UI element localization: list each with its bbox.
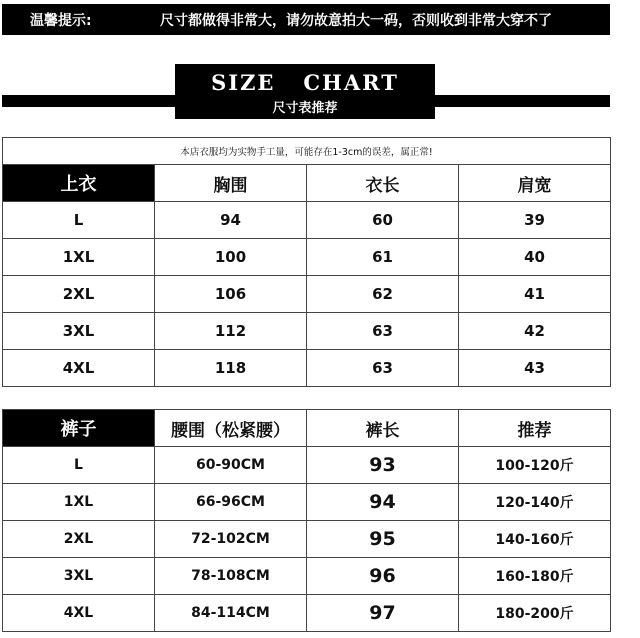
table-cell: 140-160斤 <box>459 521 611 558</box>
header-cell: 裤子 <box>3 410 155 447</box>
table-cell: 96 <box>307 558 459 595</box>
table-cell: L <box>3 447 155 484</box>
table-cell: 95 <box>307 521 459 558</box>
pants-size-table <box>2 409 611 632</box>
table-cell: 63 <box>307 313 459 350</box>
table-cell: 62 <box>307 276 459 313</box>
table-cell: L <box>3 202 155 239</box>
table-header-row <box>3 410 611 447</box>
table-row <box>3 239 611 276</box>
tops-size-table <box>2 137 611 387</box>
header-cell: 上衣 <box>3 165 155 202</box>
table-cell: 120-140斤 <box>459 484 611 521</box>
table-cell: 40 <box>459 239 611 276</box>
header-cell: 裤长 <box>307 410 459 447</box>
table-cell: 93 <box>307 447 459 484</box>
table-cell: 78-108CM <box>155 558 307 595</box>
table-cell: 118 <box>155 350 307 387</box>
notice-label: 温馨提示: <box>30 12 92 29</box>
table-cell: 42 <box>459 313 611 350</box>
table-cell: 63 <box>307 350 459 387</box>
table-header-row <box>3 165 611 202</box>
table-row <box>3 521 611 558</box>
title-main: SIZE CHART <box>211 70 399 95</box>
table-cell: 112 <box>155 313 307 350</box>
table-cell: 160-180斤 <box>459 558 611 595</box>
table-cell: 94 <box>307 484 459 521</box>
table-row <box>3 595 611 632</box>
notice-message: 尺寸都做得非常大，请勿故意拍大一码，否则收到非常大穿不了 <box>160 12 552 29</box>
table-row <box>3 350 611 387</box>
title-sub: 尺寸表推荐 <box>272 101 338 116</box>
table-cell: 61 <box>307 239 459 276</box>
header-cell: 肩宽 <box>459 165 611 202</box>
table-row <box>3 313 611 350</box>
table-cell: 66-96CM <box>155 484 307 521</box>
table-cell: 39 <box>459 202 611 239</box>
table-cell: 3XL <box>3 558 155 595</box>
table-cell: 3XL <box>3 313 155 350</box>
header-cell: 腰围（松紧腰） <box>155 410 307 447</box>
table-row <box>3 447 611 484</box>
header-cell: 衣长 <box>307 165 459 202</box>
table-cell: 97 <box>307 595 459 632</box>
header-cell: 胸围 <box>155 165 307 202</box>
table-cell: 2XL <box>3 521 155 558</box>
table-cell: 106 <box>155 276 307 313</box>
table-cell: 100-120斤 <box>459 447 611 484</box>
table-cell: 4XL <box>3 350 155 387</box>
table-cell: 1XL <box>3 484 155 521</box>
table-cell: 180-200斤 <box>459 595 611 632</box>
table-cell: 1XL <box>3 239 155 276</box>
table-cell: 100 <box>155 239 307 276</box>
table-cell: 84-114CM <box>155 595 307 632</box>
table-cell: 94 <box>155 202 307 239</box>
table-row <box>3 484 611 521</box>
table-row <box>3 276 611 313</box>
table-cell: 4XL <box>3 595 155 632</box>
size-chart-title <box>175 64 435 119</box>
table-row <box>3 202 611 239</box>
table-cell: 72-102CM <box>155 521 307 558</box>
measurement-note: 本店衣服均为实物手工量，可能存在1-3cm的误差，属正常! <box>3 138 611 165</box>
table-cell: 41 <box>459 276 611 313</box>
table-cell: 2XL <box>3 276 155 313</box>
notice-banner <box>2 4 610 35</box>
header-cell: 推荐 <box>459 410 611 447</box>
table-cell: 60 <box>307 202 459 239</box>
table-row <box>3 558 611 595</box>
table-cell: 43 <box>459 350 611 387</box>
table-cell: 60-90CM <box>155 447 307 484</box>
